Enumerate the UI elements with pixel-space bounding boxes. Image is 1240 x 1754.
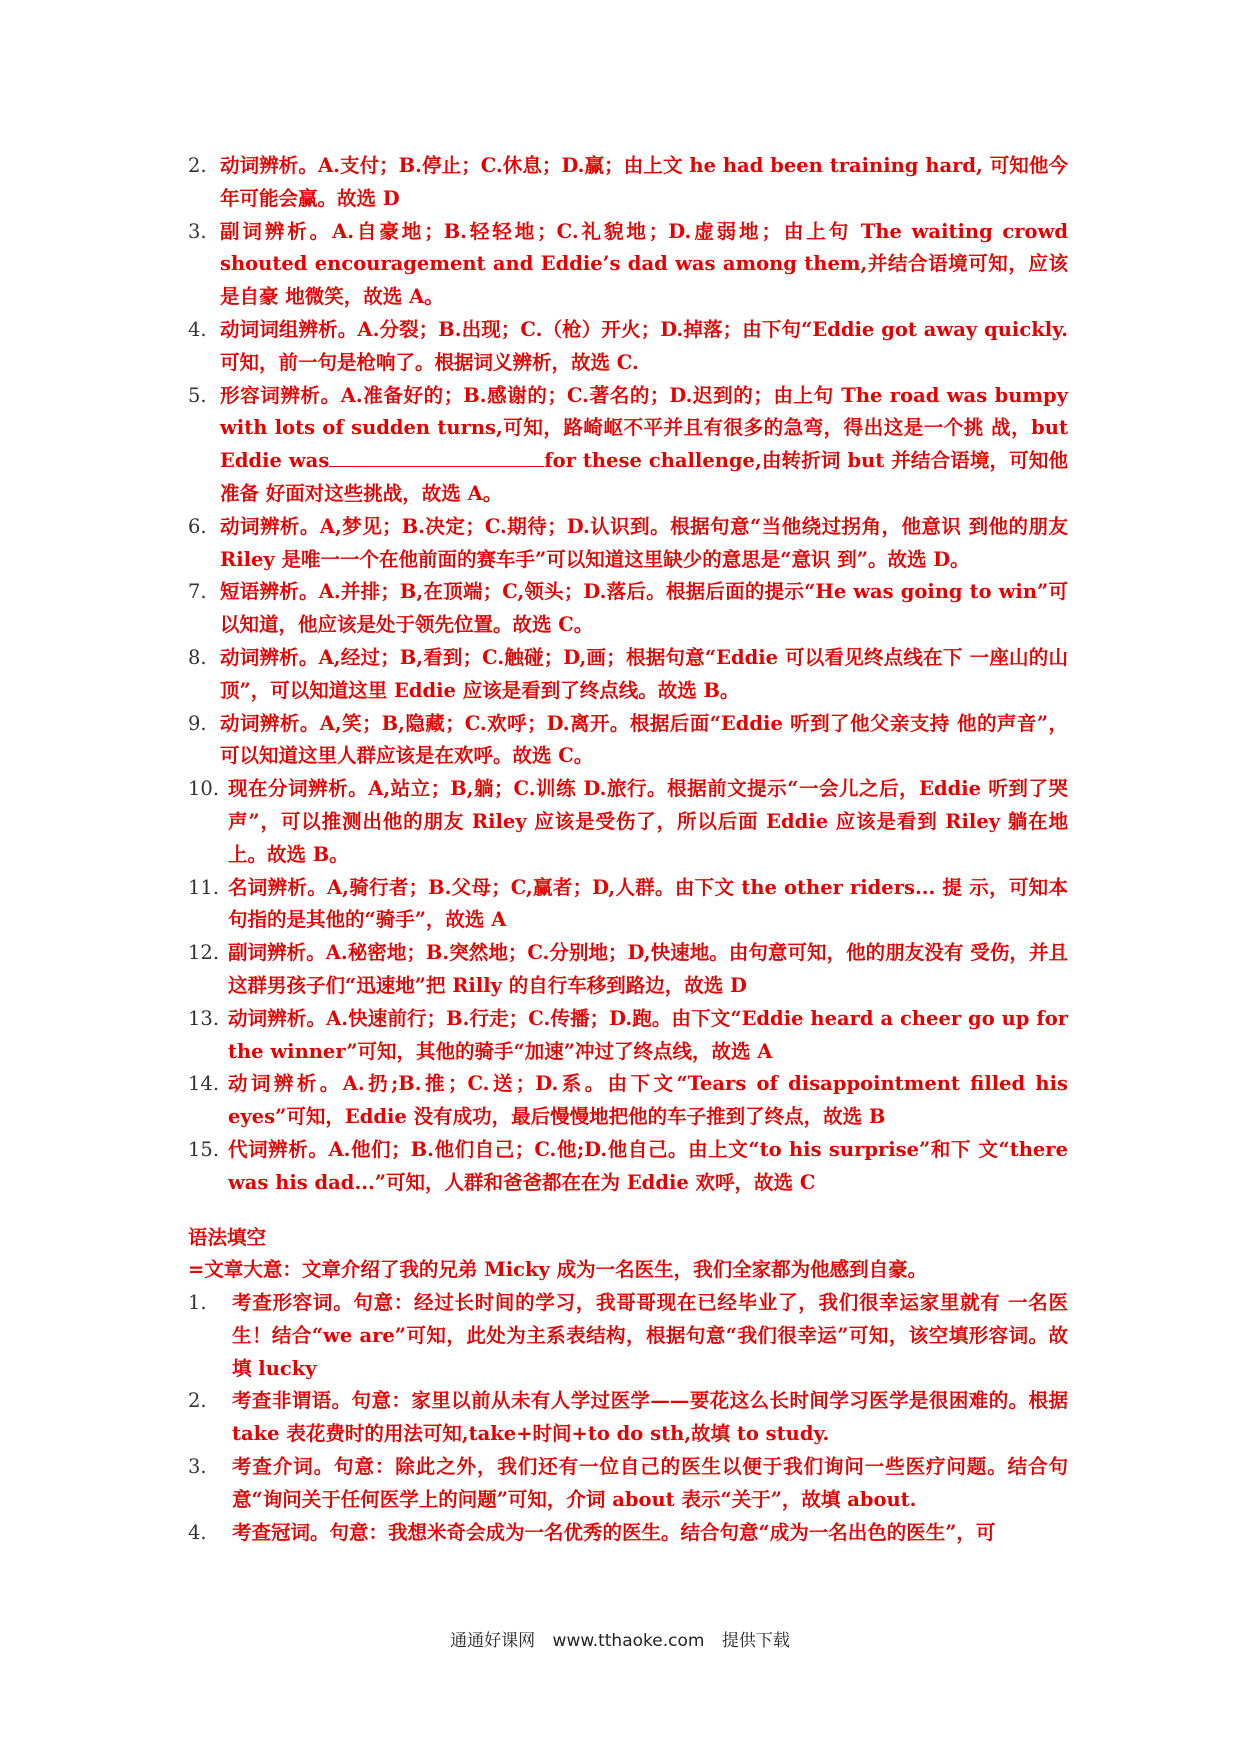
item-number: 6. <box>188 514 207 538</box>
explanation-item <box>188 937 1068 1003</box>
explanation-item <box>188 380 1068 511</box>
explanation-item <box>188 511 1068 577</box>
item-text: 副词辨析。A.秘密地；B.突然地；C.分别地；D,快速地。由句意可知，他的朋友没有 受伤，并且这群男孩子们“迅速地”把 Rilly 的自行车移到路边，故选 D <box>228 941 1068 997</box>
item-number: 2. <box>188 1389 207 1413</box>
item-text: 动词辨析。A,梦见；B.决定；C.期待；D.认识到。根据句意“当他绕过拐角，他意识 到他的朋友 Riley 是唯一一个在他前面的赛车手”可以知道这里缺少的意思是“意识 到”。故选 D。 <box>220 514 1068 571</box>
item-number: 3. <box>188 219 207 243</box>
blank-underline <box>329 446 544 467</box>
item-text: 动词辨析。A,经过；B,看到；C.触碰；D,画；根据句意“Eddie 可以看见终点线在下 一座山的山顶”，可以知道这里 Eddie 应该是看到了终点线。故选 B。 <box>220 645 1068 702</box>
item-text <box>220 380 1068 511</box>
item-number: 1. <box>188 1291 207 1315</box>
item-text: 动词辨析。A,笑；B,隐藏；C.欢呼；D.离开。根据后面“Eddie 听到了他父亲支持 他的声音”，可以知道这里人群应该是在欢呼。故选 C。 <box>220 711 1068 768</box>
item-text-after-blank: for these challenge,由转折词 but 并结合语境，可知他准备 好面对这些挑战，故选 A。 <box>220 449 1068 505</box>
item-number: 14. <box>188 1072 220 1096</box>
explanation-item <box>188 216 1068 314</box>
item-text: 副词辨析。A.自豪地；B.轻轻地；C.礼貌地；D.虚弱地；由上句 The waiting crowd shouted encouragement and Eddie’s dad was among them,并结合语境可知，应该是自豪 地微笑，故选 A。 <box>220 219 1068 309</box>
explanation-item <box>188 314 1068 380</box>
item-text: 动词词组辨析。A.分裂；B.出现；C.（枪）开火；D.掉落；由下句“Eddie got away quickly.可知，前一句是枪响了。根据词义辨析，故选 C. <box>220 317 1068 374</box>
footer-url[interactable]: www.tthaoke.com <box>552 1631 705 1651</box>
item-number: 8. <box>188 645 207 669</box>
item-number: 11. <box>188 875 220 899</box>
item-number: 7. <box>188 580 207 604</box>
grammar-item <box>188 1287 1068 1385</box>
item-text: 名词辨析。A,骑行者；B.父母；C,赢者；D,人群。由下文 the other riders... 提 示，可知本句指的是其他的“骑手”，故选 A <box>228 875 1068 932</box>
item-text: 动词辨析。A.快速前行；B.行走；C.传播；D.跑。由下文“Eddie heard a cheer go up for the winner”可知，其他的骑手“加速”冲过了终点线，故选 A <box>228 1006 1068 1063</box>
item-number: 4. <box>188 1520 207 1544</box>
item-text: 考查形容词。句意：经过长时间的学习，我哥哥现在已经毕业了，我们很幸运家里就有 一名医生！结合“we are”可知，此处为主系表结构，根据句意“我们很幸运”可知，该空填形容词。故填 lucky <box>232 1291 1068 1380</box>
footer-site-name: 通通好课网 <box>450 1631 536 1651</box>
grammar-item <box>188 1517 1068 1550</box>
footer-action: 提供下载 <box>721 1631 790 1651</box>
section-title: 语法填空 <box>188 1225 267 1249</box>
item-number: 12. <box>188 941 220 965</box>
item-number: 2. <box>188 154 207 177</box>
explanation-item <box>188 773 1068 871</box>
item-number: 10. <box>188 777 220 801</box>
explanation-item <box>188 642 1068 708</box>
item-number: 3. <box>188 1455 207 1479</box>
explanation-item <box>188 1134 1068 1200</box>
item-text: 考查冠词。句意：我想米奇会成为一名优秀的医生。结合句意“成为一名出色的医生”，可 <box>232 1520 996 1544</box>
item-text: 考查介词。句意：除此之外，我们还有一位自己的医生以便于我们询问一些医疗问题。结合句意“询问关于任何医学上的问题”可知，介词 about 表示“关于”，故填 about. <box>232 1455 1068 1511</box>
explanation-item <box>188 872 1068 938</box>
item-text: 代词辨析。A.他们；B.他们自己；C.他;D.他自己。由上文“to his surprise”和下 文“there was his dad...”可知，人群和爸爸都在在为 Eddie 欢呼，故选 C <box>228 1137 1068 1194</box>
article-summary: =文章大意：文章介绍了我的兄弟 Micky 成为一名医生，我们全家都为他感到自豪。 <box>188 1258 928 1282</box>
grammar-item <box>188 1385 1068 1451</box>
item-number: 13. <box>188 1006 220 1030</box>
item-text: 考查非谓语。句意：家里以前从未有人学过医学——要花这么长时间学习医学是很困难的。根据 take 表花费时的用法可知,take+时间+to do sth,故填 to study. <box>232 1389 1068 1446</box>
item-text-before-blank: 形容词辨析。A.准备好的；B.感谢的；C.著名的；D.迟到的；由上句 The road was bumpy with lots of sudden turns,可知，路崎岖不平并且有很多的急弯，得出这是一个挑 战，but Eddie was <box>220 383 1068 473</box>
explanation-item <box>188 1068 1068 1134</box>
explanation-item <box>188 1003 1068 1069</box>
item-text: 动词辨析。A.支付；B.停止；C.休息；D.赢；由上文 he had been training hard, 可知他今年可能会赢。故选 D <box>220 154 1068 210</box>
item-text: 短语辨析。A.并排；B,在顶端；C,领头；D.落后。根据后面的提示“He was going to win”可以知道，他应该是处于领先位置。故选 C。 <box>220 580 1068 637</box>
answer-explanations <box>188 150 1068 1549</box>
explanation-item <box>188 150 1068 216</box>
page-footer <box>0 1626 1240 1651</box>
item-text: 现在分词辨析。A,站立；B,躺；C.训练 D.旅行。根据前文提示“一会儿之后，Eddie 听到了哭声”，可以推测出他的朋友 Riley 应该是受伤了，所以后面 Eddie 应该是看到 Riley 躺在地上。故选 B。 <box>228 777 1068 866</box>
grammar-item <box>188 1451 1068 1517</box>
item-number: 5. <box>188 383 207 407</box>
item-number: 9. <box>188 711 207 735</box>
item-text: 动词辨析。A.扔;B.推；C.送；D.系。由下文“Tears of disappointment filled his eyes”可知，Eddie 没有成功，最后慢慢地把他的车子推到了终点，故选 B <box>228 1072 1068 1129</box>
item-number: 4. <box>188 317 207 341</box>
item-number: 15. <box>188 1137 220 1161</box>
explanation-item <box>188 576 1068 642</box>
explanation-item <box>188 708 1068 774</box>
